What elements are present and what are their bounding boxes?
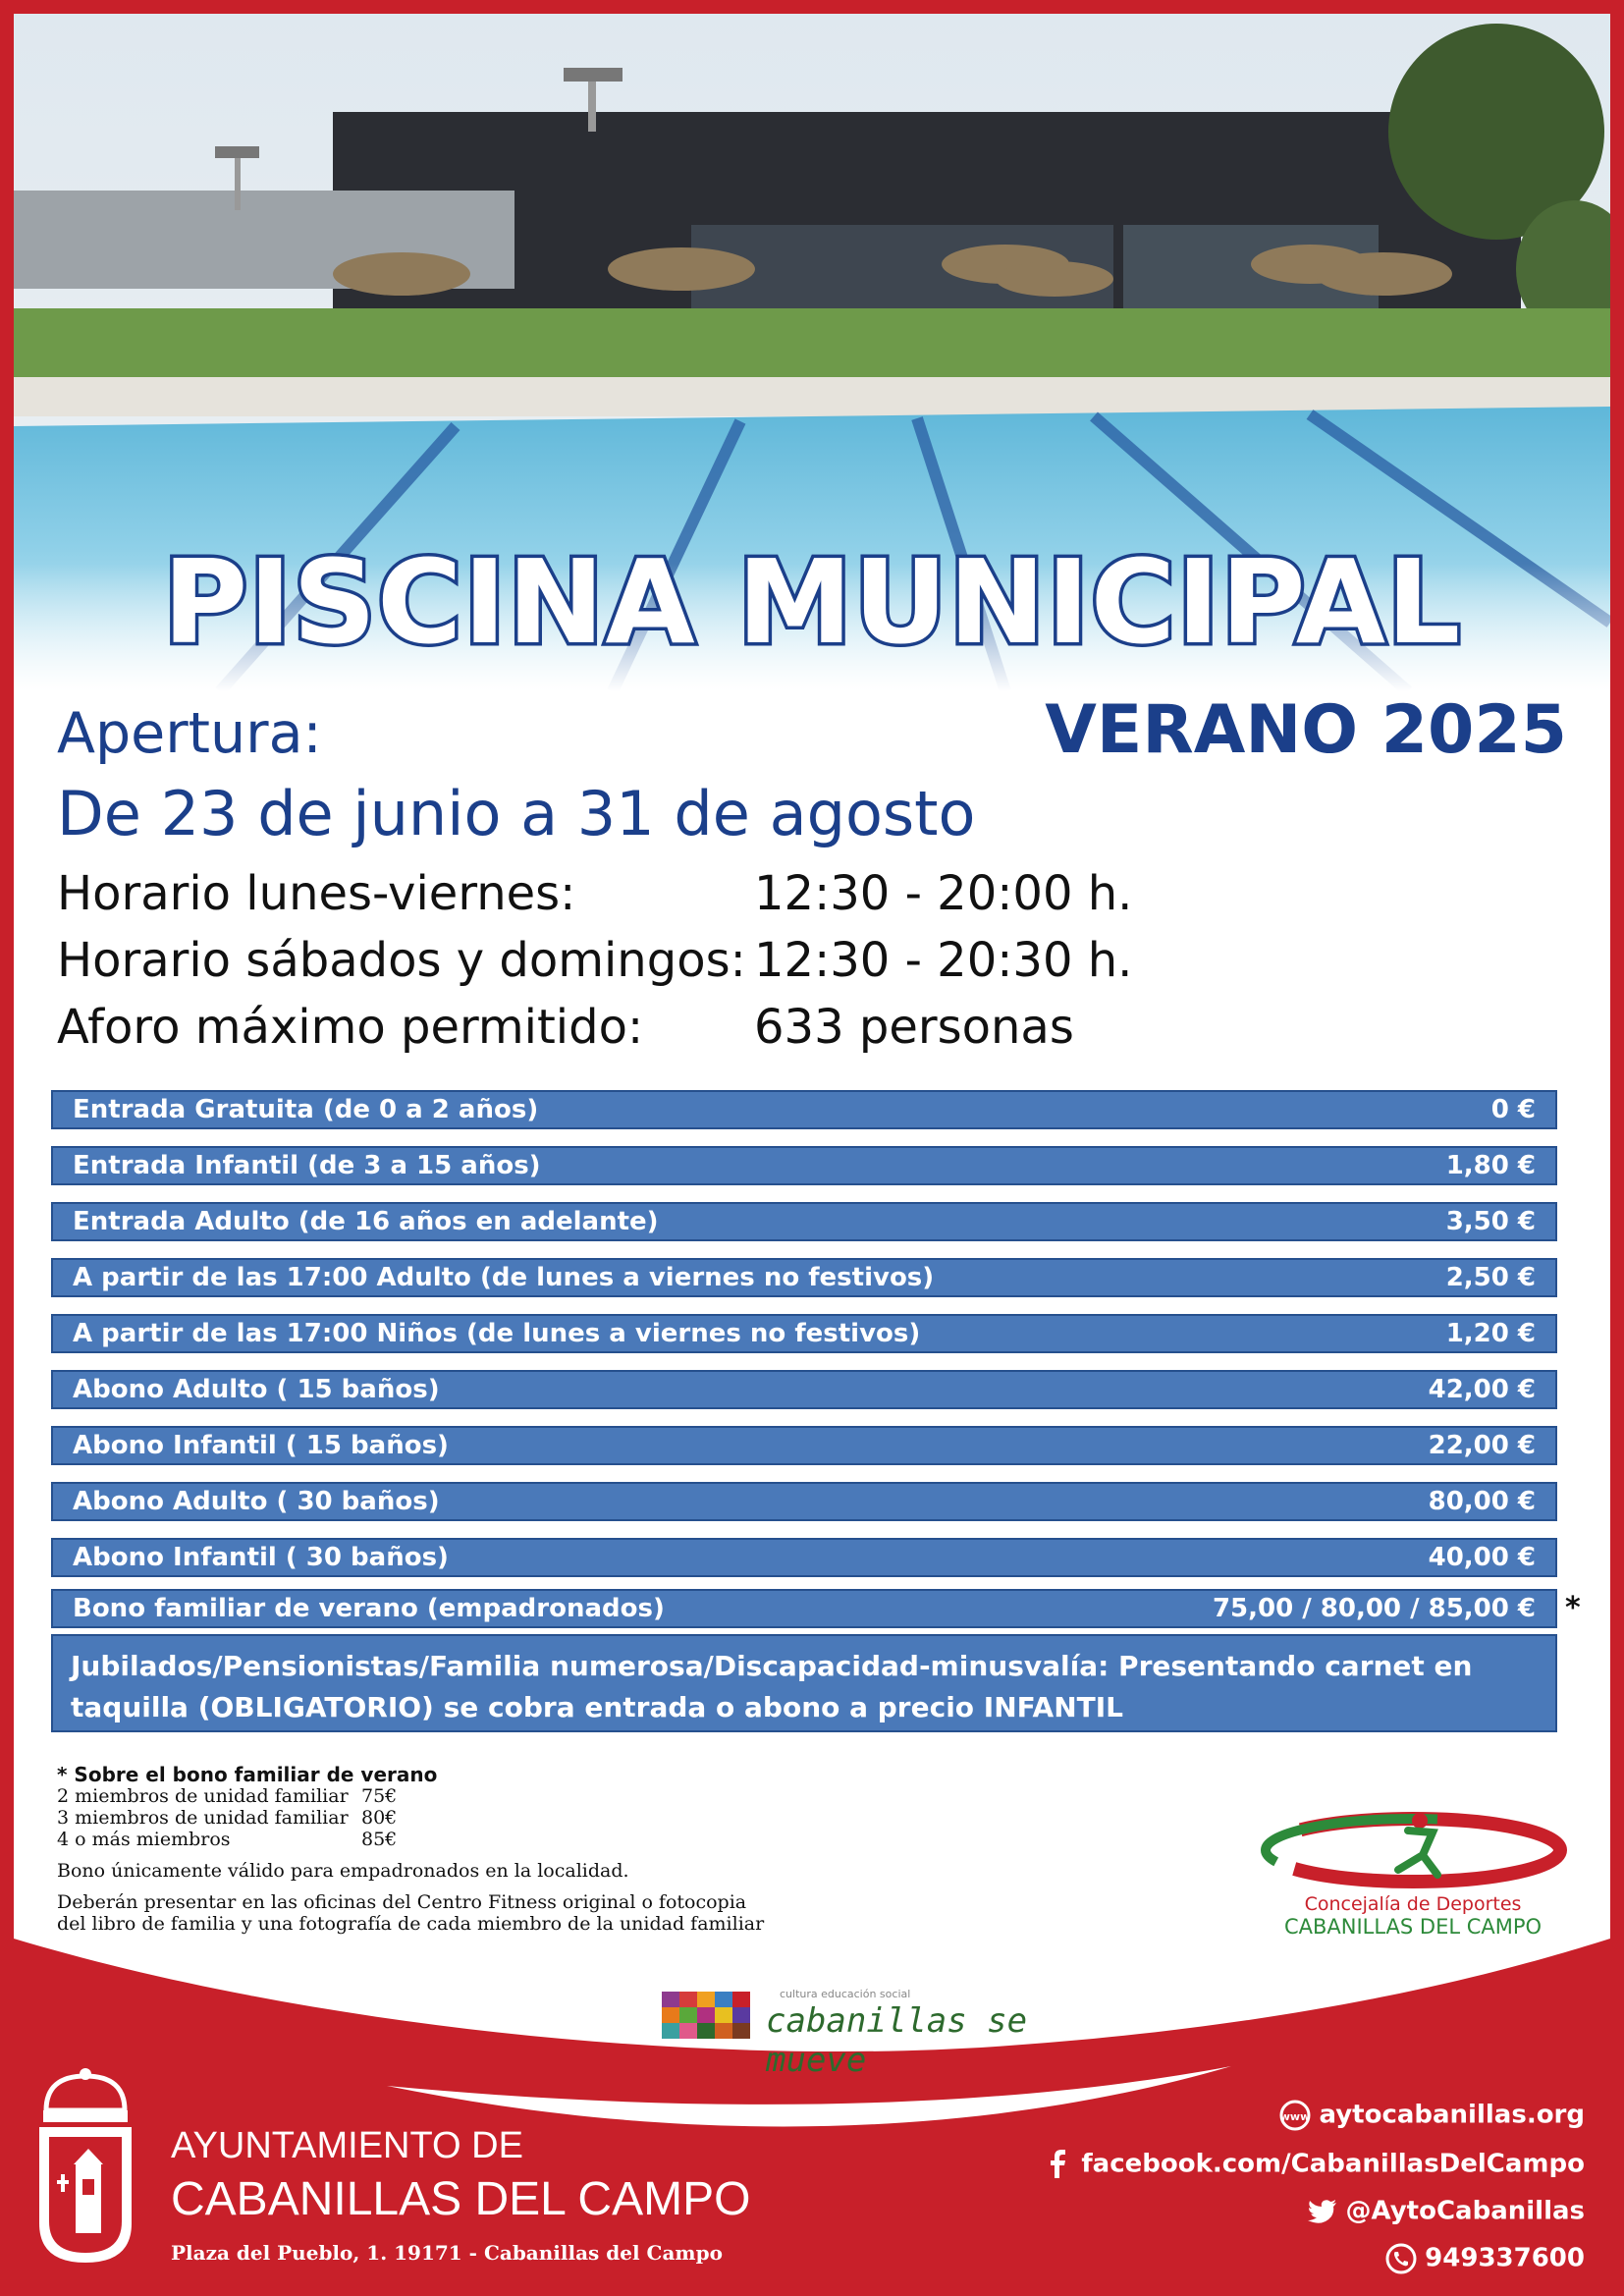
ayuntamiento-label: AYUNTAMIENTO DE xyxy=(171,2125,523,2166)
twitter-icon xyxy=(1307,2196,1338,2227)
price-value: 40,00 € xyxy=(1428,1543,1536,1572)
info-value: 12:30 - 20:00 h. xyxy=(754,866,1133,921)
concejalia-name: Concejalía de Deportes xyxy=(1304,1893,1522,1915)
price-label: Abono Adulto ( 15 baños) xyxy=(73,1375,440,1404)
www-icon xyxy=(1279,2100,1311,2131)
price-value: 42,00 € xyxy=(1428,1375,1536,1404)
price-value: 2,50 € xyxy=(1445,1263,1536,1292)
price-label: A partir de las 17:00 Adulto (de lunes a viernes no festivos) xyxy=(73,1263,935,1292)
info-label: Horario lunes-viernes: xyxy=(57,866,576,921)
price-label: Abono Infantil ( 15 baños) xyxy=(73,1431,449,1460)
footnote-member-row xyxy=(57,1807,764,1829)
price-value: 22,00 € xyxy=(1428,1431,1536,1460)
discount-note: Jubilados/Pensionistas/Familia numerosa/Discapacidad-minusvalía: Presentando carnet en taquilla (OBLIGATORIO) se cobra entrada o abono a precio INFANTIL xyxy=(51,1634,1557,1732)
contact-text: @AytoCabanillas xyxy=(1345,2196,1585,2226)
price-label: Entrada Infantil (de 3 a 15 años) xyxy=(73,1151,541,1180)
price-value: 80,00 € xyxy=(1428,1487,1536,1516)
footnote-member-row xyxy=(57,1785,764,1807)
svg-text:www: www xyxy=(1280,2110,1311,2123)
info-value: 12:30 - 20:30 h. xyxy=(754,933,1133,988)
color-squares-icon xyxy=(662,1992,750,2039)
price-row xyxy=(51,1482,1557,1521)
poster-subtitle: VERANO 2025 xyxy=(1045,691,1567,769)
price-row xyxy=(51,1146,1557,1185)
poster-title: PISCINA MUNICIPAL xyxy=(162,534,1462,670)
info-label: Horario sábados y domingos: xyxy=(57,933,746,988)
contact-phone[interactable] xyxy=(1385,2243,1585,2274)
concejalia-logo xyxy=(1251,1811,1575,1948)
footnote-requirements: Deberán presentar en las oficinas del Centro Fitness original o fotocopia xyxy=(57,1891,747,1913)
contact-text: aytocabanillas.org xyxy=(1319,2100,1585,2130)
contact-web[interactable] xyxy=(1279,2100,1585,2131)
info-value: 633 personas xyxy=(754,1000,1074,1055)
footnote-heading: * Sobre el bono familiar de verano xyxy=(57,1763,438,1786)
price-row xyxy=(51,1202,1557,1241)
mueve-name: cabanillas se mueve xyxy=(766,2001,1028,2080)
member-price: 80€ xyxy=(361,1807,398,1829)
price-value: 75,00 / 80,00 / 85,00 € xyxy=(1212,1594,1536,1623)
member-label: 4 o más miembros xyxy=(57,1829,231,1850)
price-value: 1,80 € xyxy=(1445,1151,1536,1180)
price-value: 1,20 € xyxy=(1445,1319,1536,1348)
price-row xyxy=(51,1589,1557,1628)
member-label: 3 miembros de unidad familiar xyxy=(57,1807,349,1829)
ayuntamiento-name: CABANILLAS DEL CAMPO xyxy=(171,2173,751,2225)
member-price: 75€ xyxy=(361,1785,398,1807)
coat-of-arms-icon xyxy=(31,2066,139,2268)
opening-dates: De 23 de junio a 31 de agosto xyxy=(57,778,976,849)
concejalia-town: CABANILLAS DEL CAMPO xyxy=(1283,1915,1543,1939)
price-row xyxy=(51,1090,1557,1129)
price-label: Entrada Adulto (de 16 años en adelante) xyxy=(73,1207,659,1236)
contact-text: facebook.com/CabanillasDelCampo xyxy=(1081,2149,1585,2179)
asterisk-mark: * xyxy=(1565,1591,1581,1625)
price-value: 3,50 € xyxy=(1445,1207,1536,1236)
phone-icon xyxy=(1385,2243,1417,2274)
footnote-member-row xyxy=(57,1829,764,1850)
footnote-validity: Bono únicamente válido para empadronados en la localidad. xyxy=(57,1860,629,1882)
facebook-icon xyxy=(1042,2149,1073,2180)
price-label: Abono Adulto ( 30 baños) xyxy=(73,1487,440,1516)
cabanillas-se-mueve-logo xyxy=(662,1988,1074,2080)
contact-twitter[interactable] xyxy=(1307,2196,1585,2227)
mueve-tagline: cultura educación social xyxy=(780,1988,911,2000)
contact-text: 949337600 xyxy=(1425,2243,1585,2273)
price-label: Entrada Gratuita (de 0 a 2 años) xyxy=(73,1095,539,1124)
ayuntamiento-address: Plaza del Pueblo, 1. 19171 - Cabanillas del Campo xyxy=(171,2241,723,2265)
contact-facebook[interactable] xyxy=(1042,2149,1585,2180)
price-row xyxy=(51,1538,1557,1577)
price-row xyxy=(51,1258,1557,1297)
footnote-requirements: del libro de familia y una fotografía de cada miembro de la unidad familiar xyxy=(57,1913,765,1935)
price-label: A partir de las 17:00 Niños (de lunes a viernes no festivos) xyxy=(73,1319,921,1348)
price-row xyxy=(51,1426,1557,1465)
price-row xyxy=(51,1370,1557,1409)
member-label: 2 miembros de unidad familiar xyxy=(57,1785,349,1807)
price-value: 0 € xyxy=(1490,1095,1536,1124)
price-label: Abono Infantil ( 30 baños) xyxy=(73,1543,449,1572)
family-bonus-footnote xyxy=(57,1764,764,1935)
opening-label: Apertura: xyxy=(57,701,322,766)
info-label: Aforo máximo permitido: xyxy=(57,1000,644,1055)
concejalia-emblem-icon xyxy=(1251,1811,1575,1899)
price-label: Bono familiar de verano (empadronados) xyxy=(73,1594,665,1623)
member-price: 85€ xyxy=(361,1829,398,1850)
price-row xyxy=(51,1314,1557,1353)
